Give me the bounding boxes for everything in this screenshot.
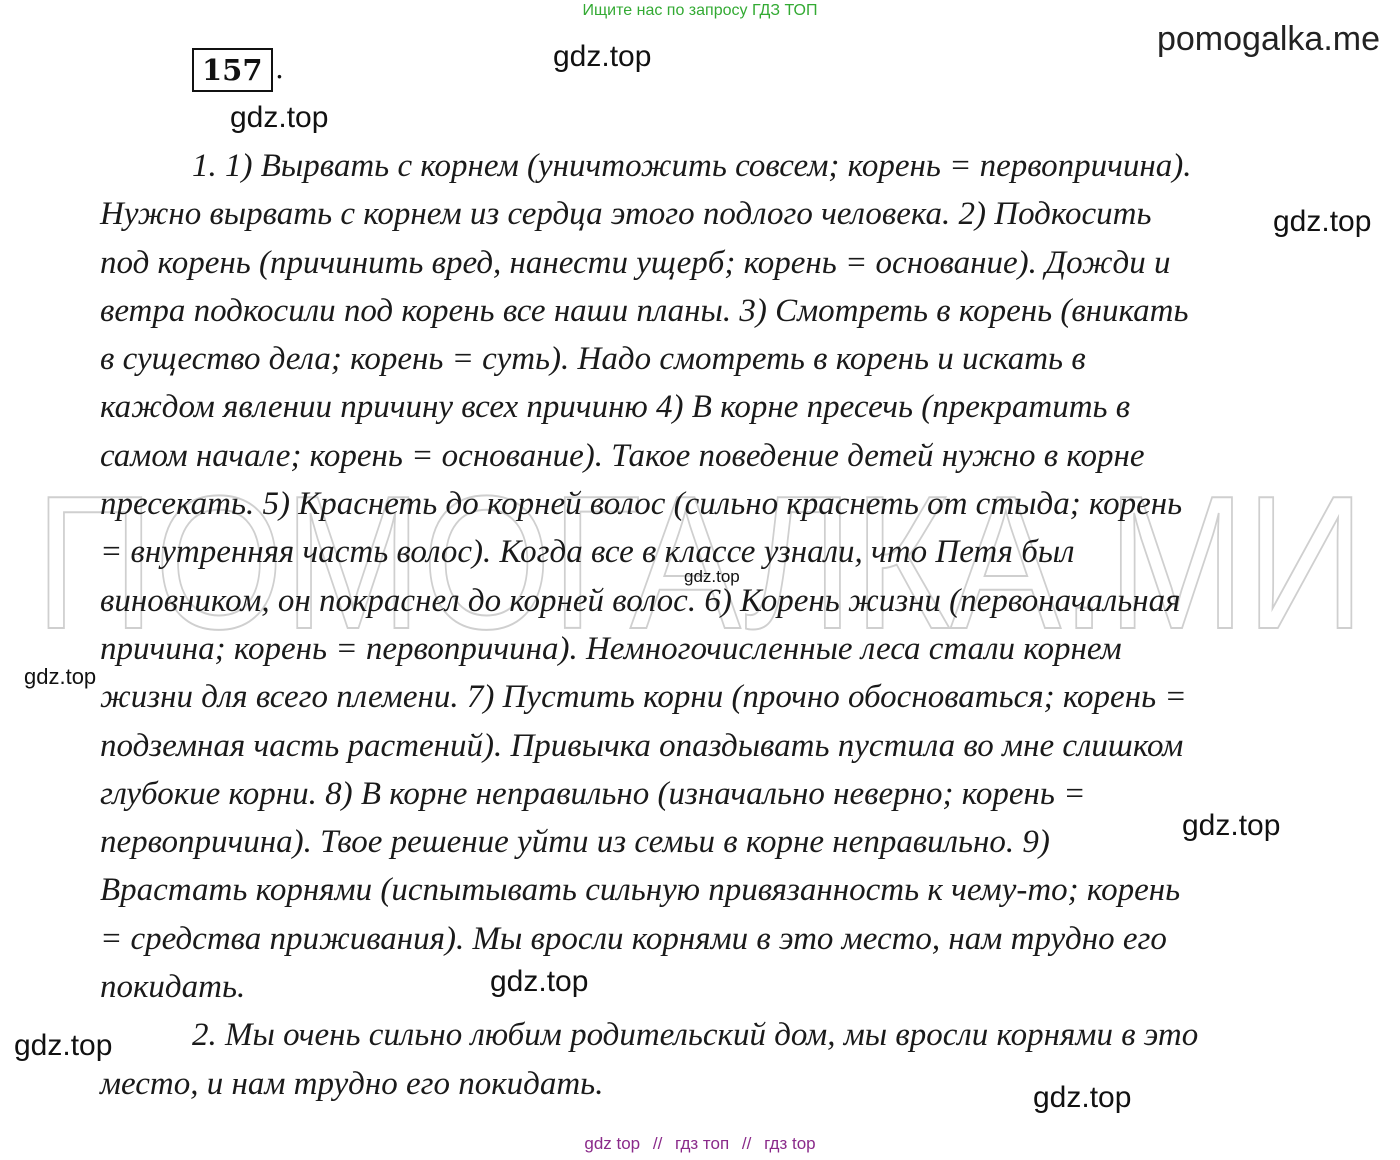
text-line: покидать. — [100, 969, 246, 1006]
text-line: первопричина). Твое решение уйти из семьи в корне неправильно. 9) — [100, 824, 1050, 861]
gdz-watermark: gdz.top — [553, 40, 652, 73]
text-line: каждом явлении причину всех причиню 4) В корне пресечь (прекратить в — [100, 389, 1131, 426]
gdz-watermark: gdz.top — [1182, 809, 1281, 842]
text-line: 1. 1) Вырвать с корнем (уничтожить совсем; корень = первопричина). — [192, 148, 1192, 184]
exercise-number-dot: . — [275, 52, 284, 85]
gdz-watermark: gdz.top — [230, 101, 329, 134]
text-line: подземная часть растений). Привычка опаздывать пустила во мне слишком — [100, 727, 1184, 764]
footer-link-gdz-top[interactable]: gdz top — [584, 1134, 641, 1153]
text-line: в существо дела; корень = суть). Надо смотреть в корень и искать в — [100, 341, 1086, 378]
text-line: ветра подкосили под корень все наши планы. 3) Смотреть в корень (вникать — [100, 292, 1189, 329]
text-line: = средства приживания). Мы вросли корнями в это место, нам трудно его — [100, 920, 1167, 957]
text-line: самом начале; корень = основание). Такое поведение детей нужно в корне — [100, 437, 1145, 474]
text-line: место, и нам трудно его покидать. — [100, 1065, 604, 1102]
text-line: 2. Мы очень сильно любим родительский дом, мы вросли корнями в это — [192, 1017, 1199, 1054]
text-line: жизни для всего племени. 7) Пустить корни (прочно обосноваться; корень = — [100, 679, 1187, 716]
gdz-watermark: gdz.top — [14, 1029, 113, 1062]
top-banner: Ищите нас по запросу ГДЗ ТОП — [582, 2, 818, 19]
footer-link-gdz-top-ru[interactable]: гдз топ — [675, 1134, 730, 1153]
svg-text:ПОМОГАЛКА.МИ: ПОМОГАЛКА.МИ — [35, 478, 1365, 658]
footer-separator: // — [741, 1134, 752, 1153]
gdz-watermark: gdz.top — [1273, 205, 1372, 238]
exercise-number: 157 — [192, 48, 273, 92]
gdz-watermark: gdz.top — [490, 965, 589, 998]
gdz-watermark-small: gdz.top — [684, 567, 740, 586]
footer-link-gdz-top-mixed[interactable]: гдз top — [764, 1134, 816, 1153]
text-line: Врастать корнями (испытывать сильную привязанность к чему-то; корень — [100, 872, 1181, 909]
text-line: пресекать. 5) Краснеть до корней волос (сильно краснеть от стыда; корень — [100, 486, 1183, 523]
site-brand: pomogalka.me — [1156, 20, 1380, 58]
text-line: = внутренняя часть волос). Когда все в классе узнали, что Петя был — [100, 534, 1075, 571]
gdz-watermark: gdz.top — [1033, 1081, 1132, 1114]
footer-separator: // — [652, 1134, 663, 1153]
text-line: под корень (причинить вред, нанести ущерб; корень = основание). Дожди и — [100, 244, 1171, 281]
text-line: виновником, он покраснел до корней волос. 6) Корень жизни (первоначальная — [100, 582, 1181, 619]
answer-text — [100, 142, 1315, 1108]
text-line: глубокие корни. 8) В корне неправильно (изначально неверно; корень = — [100, 775, 1086, 812]
text-line: причина; корень = первопричина). Немногочисленные леса стали корнем — [100, 630, 1122, 667]
gdz-watermark: gdz.top — [24, 664, 97, 689]
footer-links — [0, 1134, 1400, 1154]
text-line: Нужно вырвать с корнем из сердца этого подлого человека. 2) Подкосить — [100, 196, 1152, 233]
